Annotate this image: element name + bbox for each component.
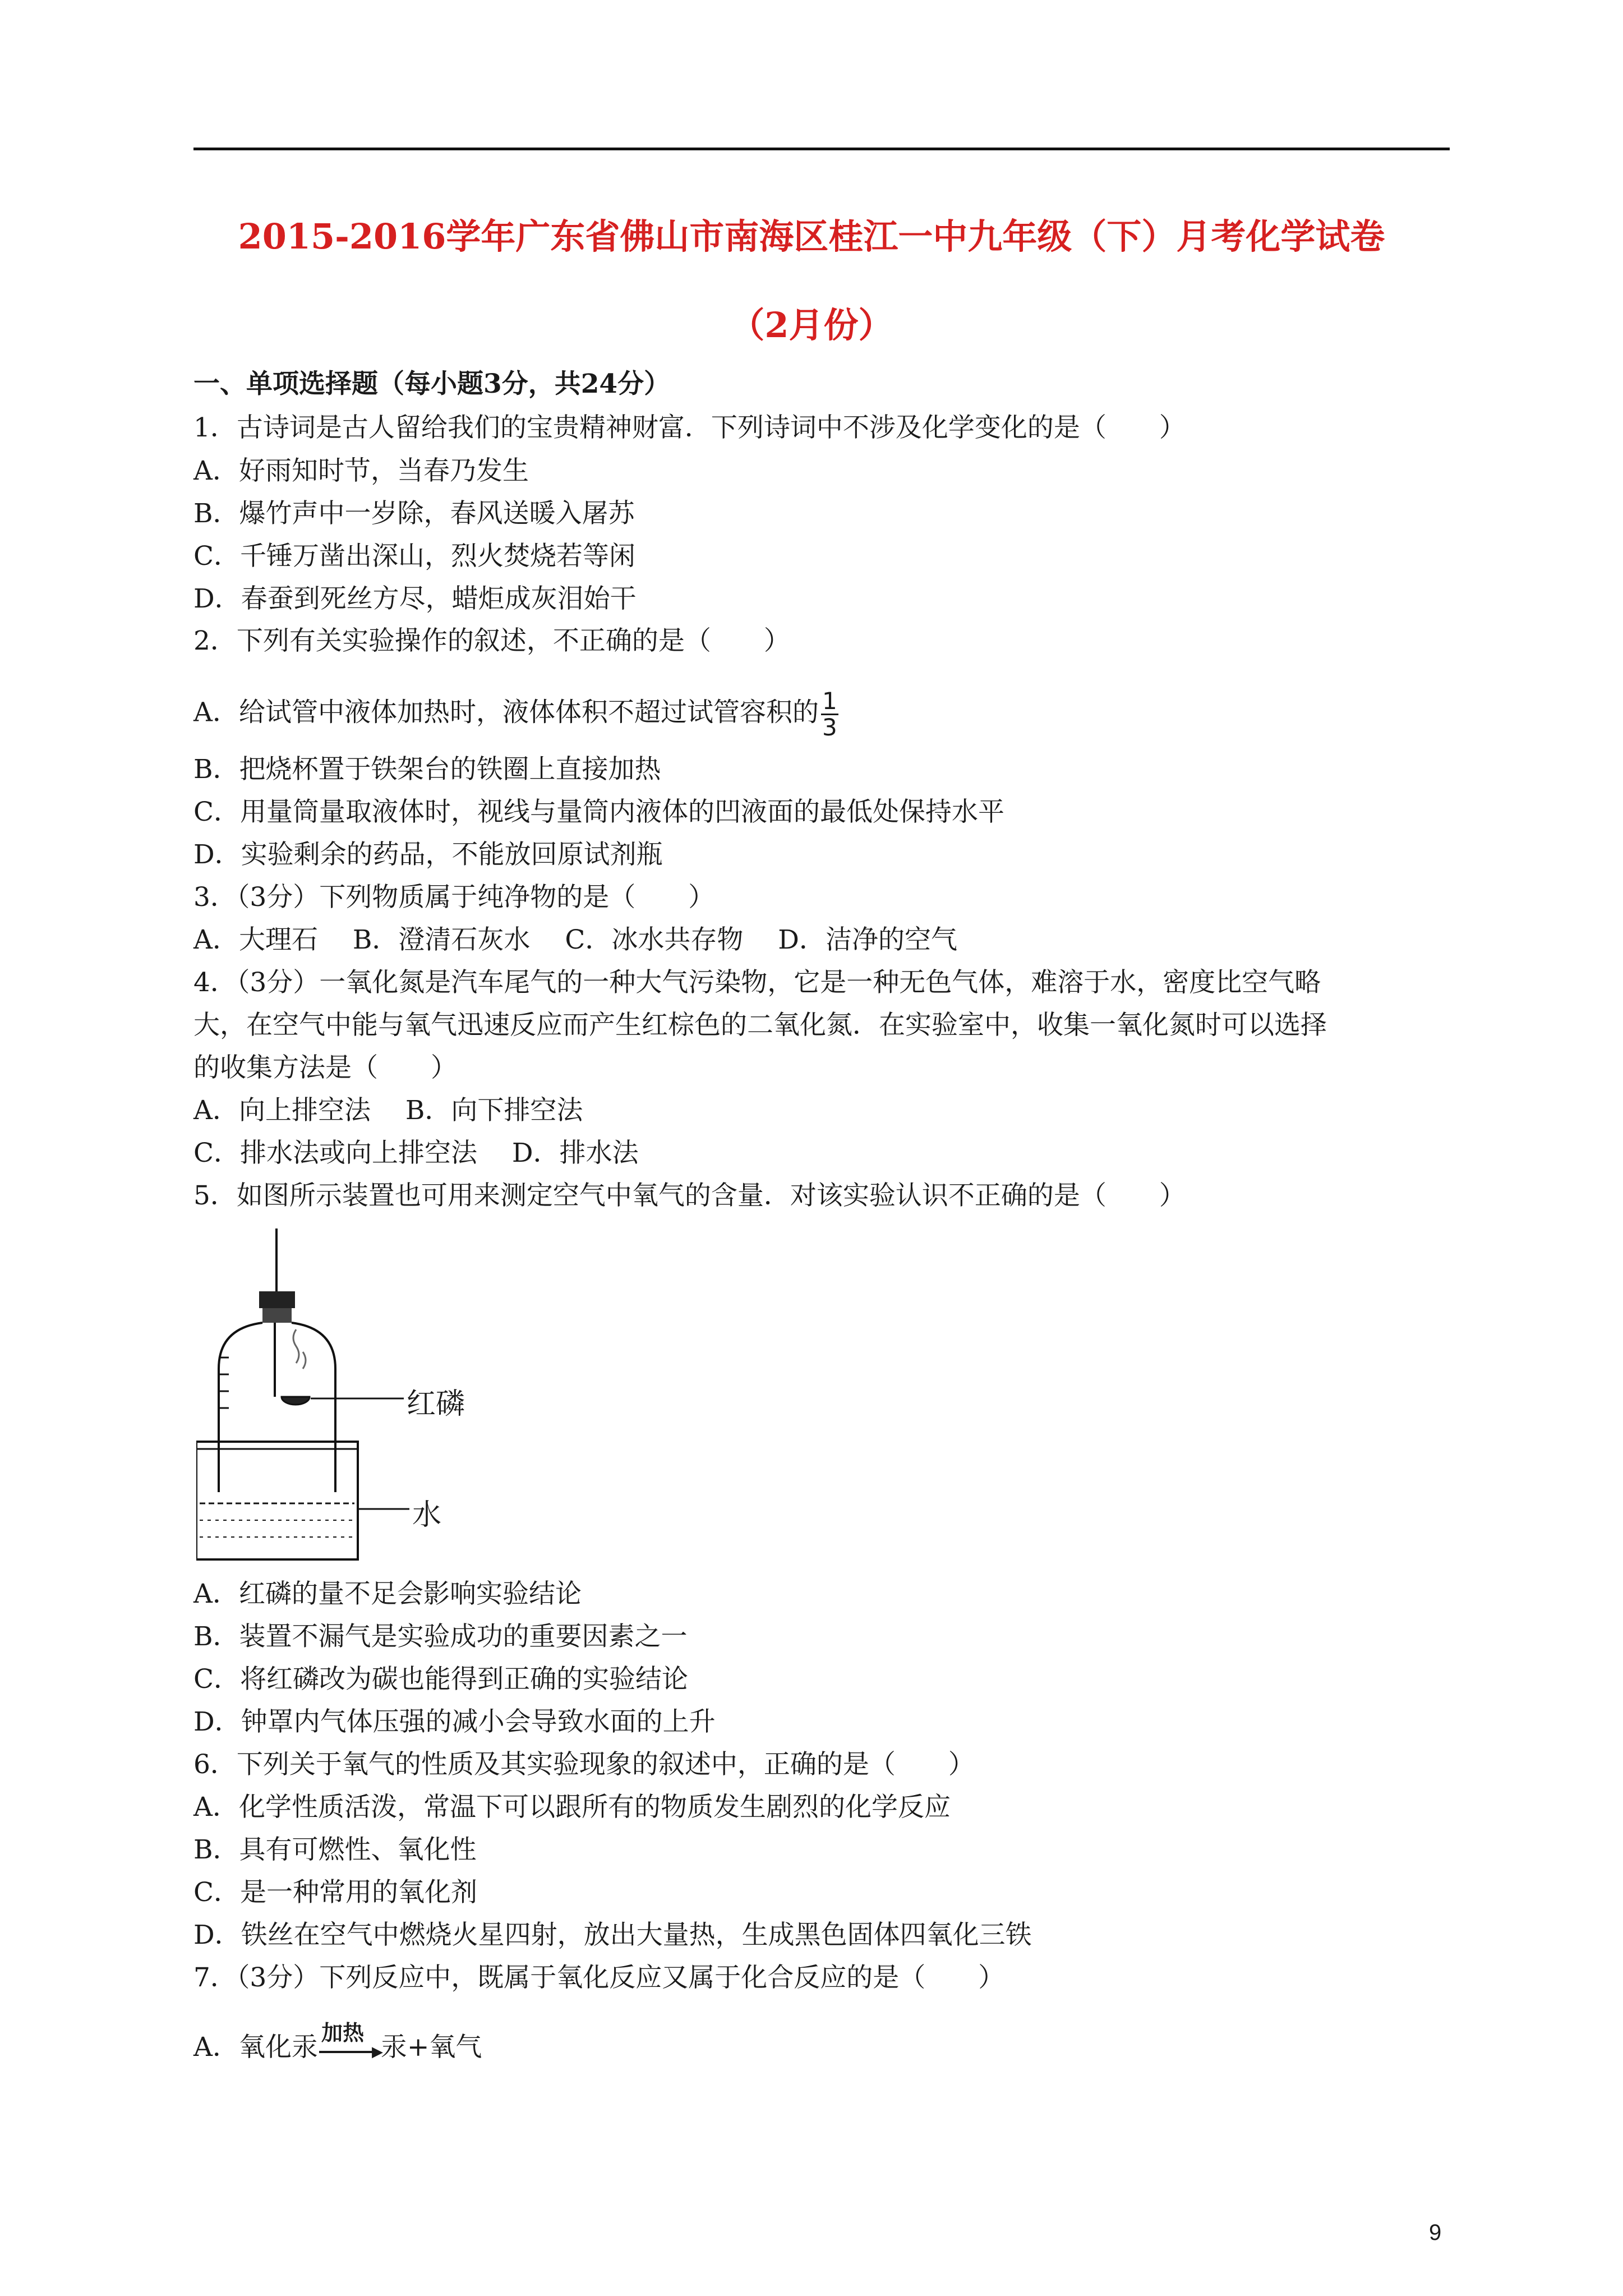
question-4-stem-line3: 的收集方法是（ ） <box>193 1052 457 1083</box>
water-trough <box>196 1442 358 1559</box>
label-water: 水 <box>412 1498 442 1532</box>
question-1-option-c: C．千锤万凿出深山，烈火焚烧若等闲 <box>193 541 635 572</box>
page-number: 9 <box>1429 2220 1442 2245</box>
question-6-option-d: D．铁丝在空气中燃烧火星四射，放出大量热，生成黑色固体四氧化三铁 <box>193 1920 1032 1950</box>
question-2-option-b: B．把烧杯置于铁架台的铁圈上直接加热 <box>193 754 661 785</box>
question-2-stem: 2．下列有关实验操作的叙述，不正确的是（ ） <box>193 625 790 656</box>
question-7-option-a <box>193 2021 482 2064</box>
question-2-option-c: C．用量筒量取液体时，视线与量筒内液体的凹液面的最低处保持水平 <box>193 797 1004 827</box>
question-1-option-a: A．好雨知时节，当春乃发生 <box>193 455 529 486</box>
smoke <box>293 1329 299 1363</box>
reaction-arrow <box>318 2021 383 2064</box>
question-3-stem: 3．（3分）下列物质属于纯净物的是（ ） <box>193 882 715 913</box>
reaction-products: 汞+氧气 <box>380 2032 482 2063</box>
exam-title: 2015-2016学年广东省佛山市南海区桂江一中九年级（下）月考化学试卷 <box>238 216 1385 257</box>
question-4-stem-line2: 大，在空气中能与氧气迅速反应而产生红棕色的二氧化氮．在实验室中，收集一氧化氮时可以选择 <box>193 1010 1327 1041</box>
question-1-stem: 1．古诗词是古人留给我们的宝贵精神财富．下列诗词中不涉及化学变化的是（ ） <box>193 412 1186 443</box>
exam-title-subtitle: （2月份） <box>730 305 893 346</box>
question-6-option-a: A．化学性质活泼，常温下可以跟所有的物质发生剧烈的化学反应 <box>193 1792 951 1823</box>
question-2-option-a-text: A．给试管中液体加热时，液体体积不超过试管容积的 <box>193 697 819 728</box>
question-5-option-d: D．钟罩内气体压强的减小会导致水面的上升 <box>193 1706 716 1737</box>
reaction-condition: 加热 <box>321 2021 364 2045</box>
question-5-stem: 5．如图所示装置也可用来测定空气中氧气的含量．对该实验认识不正确的是（ ） <box>193 1180 1186 1211</box>
question-6-stem: 6．下列关于氧气的性质及其实验现象的叙述中，正确的是（ ） <box>193 1749 975 1780</box>
question-4-options-line1: A．向上排空法 B．向下排空法 <box>193 1095 583 1126</box>
bell-jar <box>219 1323 335 1492</box>
fraction-numerator: 1 <box>822 687 837 715</box>
reaction-reactant: A．氧化汞 <box>193 2032 318 2063</box>
fraction-denominator: 3 <box>822 714 837 741</box>
question-7-stem: 7．（3分）下列反应中，既属于氧化反应又属于化合反应的是（ ） <box>193 1962 1005 1993</box>
question-1-option-d: D．春蚕到死丝方尽，蜡炬成灰泪始干 <box>193 583 637 614</box>
question-6-option-c: C．是一种常用的氧化剂 <box>193 1877 477 1908</box>
label-red-phosphorus: 红磷 <box>407 1387 465 1421</box>
section-heading: 一、单项选择题（每小题3分，共24分） <box>193 369 671 399</box>
combustion-spoon <box>282 1397 310 1405</box>
question-2-option-a <box>193 689 838 740</box>
question-5-option-c: C．将红磷改为碳也能得到正确的实验结论 <box>193 1664 688 1695</box>
arrow-head-icon: ▶ <box>371 2044 383 2060</box>
stopper-neck <box>262 1308 292 1323</box>
header-rule <box>193 148 1450 150</box>
question-4-stem-line1: 4．（3分）一氧化氮是汽车尾气的一种大气污染物，它是一种无色气体，难溶于水，密度比空气略 <box>193 967 1321 998</box>
bell-jar-apparatus-figure <box>196 1228 510 1565</box>
question-4-options-line2: C．排水法或向上排空法 D．排水法 <box>193 1138 639 1168</box>
question-1-option-b: B．爆竹声中一岁除，春风送暖入屠苏 <box>193 498 635 529</box>
fraction-one-third <box>821 689 838 740</box>
question-6-option-b: B．具有可燃性、氧化性 <box>193 1834 477 1865</box>
question-2-option-d: D．实验剩余的药品，不能放回原试剂瓶 <box>193 839 663 870</box>
stopper <box>259 1291 295 1308</box>
question-3-options: A．大理石 B．澄清石灰水 C．冰水共存物 D．洁净的空气 <box>193 924 957 955</box>
question-5-option-b: B．装置不漏气是实验成功的重要因素之一 <box>193 1621 688 1652</box>
question-5-option-a: A．红磷的量不足会影响实验结论 <box>193 1579 582 1609</box>
